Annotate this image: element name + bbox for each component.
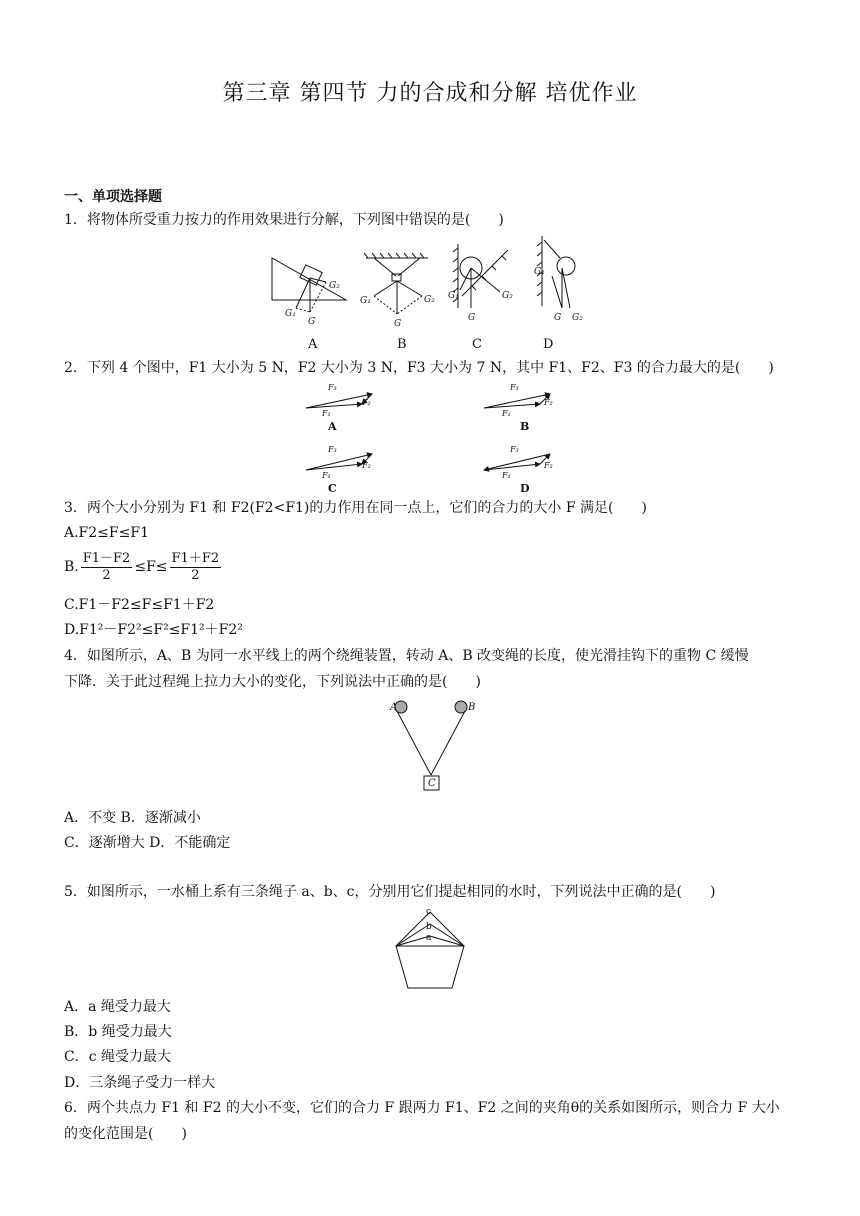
option-b-prefix: B. — [64, 559, 79, 575]
pulley-a-label: A — [390, 702, 398, 713]
question-5-stem: 5．如图所示，一水桶上系有三条绳子 a、b、c，分别用它们提起相同的水时，下列说法中正确的是( ) — [64, 884, 716, 900]
svg-text:G: G — [394, 319, 402, 329]
question-3-option-c: C.F1－F2≤F≤F1＋F2 — [64, 597, 215, 613]
question-2-stem: 2．下列 4 个图中，F1 大小为 5 N，F2 大小为 3 N，F3 大小为 7 N，其中 F1、F2、F3 的合力最大的是( ) — [64, 360, 774, 376]
svg-text:G₁: G₁ — [360, 296, 371, 306]
question-4-options-ab: A．不变 B．逐渐减小 — [64, 810, 201, 826]
vector-figure-b — [484, 394, 550, 408]
svg-text:F₁: F₁ — [502, 409, 511, 418]
page-title: 第三章 第四节 力的合成和分解 培优作业 — [222, 81, 638, 106]
question-5-figure — [392, 906, 472, 994]
vector-label-a: A — [328, 420, 337, 433]
svg-text:F₃: F₃ — [510, 383, 519, 392]
fraction-1-numerator: F1－F2 — [82, 550, 131, 566]
question-6-stem-2: 的变化范围是( ) — [64, 1126, 187, 1142]
svg-text:G: G — [308, 317, 316, 327]
svg-text:G₁: G₁ — [285, 309, 296, 319]
question-3-option-d: D.F1²－F2²≤F²≤F1²＋F2² — [64, 622, 243, 638]
figure-label-c: C — [472, 337, 482, 352]
question-5-option-b: B．b 绳受力最大 — [64, 1024, 172, 1040]
svg-text:G₂: G₂ — [502, 291, 513, 301]
rope-b-label: b — [426, 922, 432, 932]
question-5-option-a: A．a 绳受力最大 — [64, 999, 171, 1015]
question-3-option-b — [64, 548, 223, 586]
svg-text:G₂: G₂ — [329, 281, 340, 291]
rope-a-label: a — [426, 933, 432, 943]
svg-text:G₁: G₁ — [448, 291, 459, 301]
question-4-stem-1: 4．如图所示，A、B 为同一水平线上的两个绕绳装置，转动 A、B 改变绳的长度，使光滑挂钩下的重物 C 缓慢 — [64, 648, 749, 664]
svg-text:F₂: F₂ — [362, 461, 371, 470]
rope-c-label: c — [426, 907, 432, 917]
option-b-middle: ≤F≤ — [134, 559, 168, 575]
svg-text:F₁: F₁ — [322, 471, 331, 480]
question-4-stem-2: 下降．关于此过程绳上拉力大小的变化，下列说法中正确的是( ) — [64, 674, 481, 690]
svg-text:G₂: G₂ — [572, 313, 583, 323]
question-5-option-c: C．c 绳受力最大 — [64, 1049, 172, 1065]
pulley-b-label: B — [468, 702, 476, 713]
svg-text:G₁: G₁ — [534, 267, 545, 277]
fraction-2-denominator: 2 — [191, 567, 200, 583]
question-1-stem: 1．将物体所受重力按力的作用效果进行分解，下列图中错误的是( ) — [64, 212, 504, 228]
svg-text:G: G — [554, 313, 562, 323]
svg-text:F₁: F₁ — [322, 409, 331, 418]
figure-label-b: B — [397, 337, 407, 352]
fraction-2 — [170, 551, 222, 584]
vector-label-c: C — [328, 482, 337, 495]
svg-text:F₃: F₃ — [510, 445, 519, 454]
svg-text:F₃: F₃ — [328, 445, 337, 454]
svg-text:F₂: F₂ — [544, 461, 553, 470]
question-3-option-a: A.F2≤F≤F1 — [64, 525, 149, 541]
fraction-2-numerator: F1＋F2 — [171, 550, 220, 566]
fraction-1-denominator: 2 — [102, 567, 111, 583]
question-6-stem-1: 6．两个共点力 F1 和 F2 的大小不变，它们的合力 F 跟两力 F1、F2 之间的夹角θ的关系如图所示，则合力 F 大小 — [64, 1100, 780, 1116]
figure-b-ceiling — [364, 253, 428, 314]
svg-text:F₁: F₁ — [502, 471, 511, 480]
question-2-figures — [300, 378, 590, 488]
vector-figure-d — [484, 454, 550, 470]
figure-label-d: D — [543, 337, 554, 352]
fraction-1 — [81, 551, 133, 584]
figure-label-a: A — [308, 337, 318, 352]
svg-text:F₂: F₂ — [362, 398, 371, 407]
svg-text:F₃: F₃ — [328, 383, 337, 392]
svg-text:G₂: G₂ — [424, 295, 435, 305]
vector-label-b: B — [520, 420, 530, 433]
svg-text:F₂: F₂ — [544, 398, 553, 407]
question-1-figures — [262, 236, 602, 336]
question-4-options-cd: C．逐渐增大 D．不能确定 — [64, 835, 231, 851]
section-heading: 一、单项选择题 — [64, 189, 162, 205]
weight-c-label: C — [428, 778, 436, 789]
question-3-stem: 3．两个大小分别为 F1 和 F2(F2<F1)的力作用在同一点上，它们的合力的大小 F 满足( ) — [64, 500, 647, 516]
svg-text:G: G — [468, 313, 476, 323]
vector-label-d: D — [520, 482, 530, 495]
question-5-option-d: D．三条绳子受力一样大 — [64, 1075, 216, 1091]
figure-c-ball — [453, 244, 508, 308]
